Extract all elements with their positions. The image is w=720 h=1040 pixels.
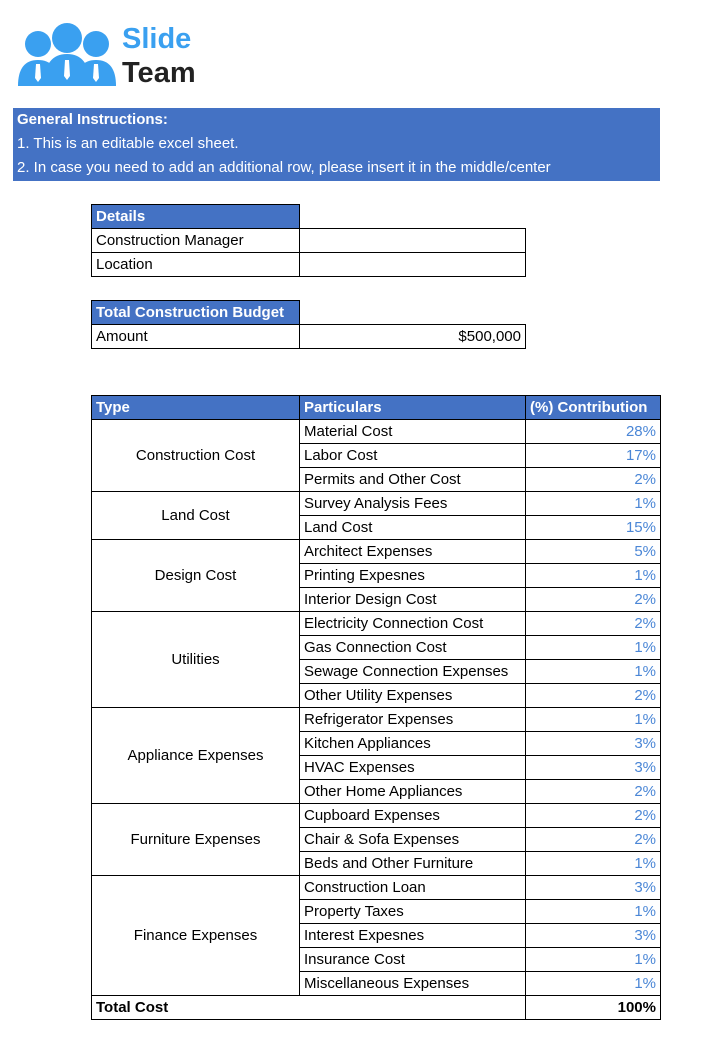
particular-cell[interactable]: Cupboard Expenses: [300, 804, 526, 828]
contribution-cell[interactable]: 1%: [526, 564, 661, 588]
contribution-column-header: (%) Contribution: [526, 396, 661, 420]
contribution-cell[interactable]: 2%: [526, 684, 661, 708]
logo-word-team: Team: [122, 57, 196, 89]
contribution-cell[interactable]: 2%: [526, 588, 661, 612]
particular-cell[interactable]: Property Taxes: [300, 900, 526, 924]
cost-type-cell: Land Cost: [92, 492, 300, 540]
contribution-cell[interactable]: 1%: [526, 900, 661, 924]
budget-table: [91, 300, 526, 349]
particular-cell[interactable]: Material Cost: [300, 420, 526, 444]
contribution-cell[interactable]: 1%: [526, 636, 661, 660]
table-row: [92, 708, 661, 732]
details-header: Details: [92, 205, 300, 229]
particular-cell[interactable]: HVAC Expenses: [300, 756, 526, 780]
type-column-header: Type: [92, 396, 300, 420]
cost-type-cell: Finance Expenses: [92, 876, 300, 996]
contribution-cell[interactable]: 1%: [526, 708, 661, 732]
budget-header: Total Construction Budget: [92, 301, 300, 325]
particular-cell[interactable]: Permits and Other Cost: [300, 468, 526, 492]
particular-cell[interactable]: Insurance Cost: [300, 948, 526, 972]
construction-manager-label: Construction Manager: [92, 229, 300, 253]
table-row: [92, 540, 661, 564]
contribution-cell[interactable]: 3%: [526, 756, 661, 780]
logo-word-slide: Slide: [122, 23, 192, 55]
particular-cell[interactable]: Kitchen Appliances: [300, 732, 526, 756]
table-row: [92, 612, 661, 636]
table-row: [92, 804, 661, 828]
contribution-cell[interactable]: 1%: [526, 492, 661, 516]
cost-type-cell: Furniture Expenses: [92, 804, 300, 876]
contribution-cell[interactable]: 1%: [526, 972, 661, 996]
particular-cell[interactable]: Survey Analysis Fees: [300, 492, 526, 516]
contribution-cell[interactable]: 2%: [526, 612, 661, 636]
particular-cell[interactable]: Refrigerator Expenses: [300, 708, 526, 732]
total-cost-label: Total Cost: [92, 996, 526, 1020]
cost-type-cell: Appliance Expenses: [92, 708, 300, 804]
contribution-cell[interactable]: 3%: [526, 924, 661, 948]
cost-breakdown-table: [91, 395, 661, 1020]
particular-cell[interactable]: Interest Expesnes: [300, 924, 526, 948]
construction-manager-value[interactable]: [300, 229, 526, 253]
particular-cell[interactable]: Interior Design Cost: [300, 588, 526, 612]
instructions-line-1: 1. This is an editable excel sheet.: [17, 135, 239, 152]
particular-cell[interactable]: Labor Cost: [300, 444, 526, 468]
general-instructions: [13, 108, 660, 181]
particular-cell[interactable]: Sewage Connection Expenses: [300, 660, 526, 684]
contribution-cell[interactable]: 1%: [526, 660, 661, 684]
contribution-cell[interactable]: 2%: [526, 828, 661, 852]
logo-wordmark: [122, 22, 196, 90]
particular-cell[interactable]: Miscellaneous Expenses: [300, 972, 526, 996]
cost-type-cell: Utilities: [92, 612, 300, 708]
particular-cell[interactable]: Gas Connection Cost: [300, 636, 526, 660]
particular-cell[interactable]: Chair & Sofa Expenses: [300, 828, 526, 852]
particular-cell[interactable]: Land Cost: [300, 516, 526, 540]
location-label: Location: [92, 253, 300, 277]
contribution-cell[interactable]: 2%: [526, 468, 661, 492]
particular-cell[interactable]: Electricity Connection Cost: [300, 612, 526, 636]
details-table: [91, 204, 526, 277]
particular-cell[interactable]: Architect Expenses: [300, 540, 526, 564]
particular-cell[interactable]: Other Utility Expenses: [300, 684, 526, 708]
contribution-cell[interactable]: 2%: [526, 804, 661, 828]
table-row: [92, 876, 661, 900]
instructions-line-2: 2. In case you need to add an additional row, please insert it in the middle/center: [17, 159, 551, 176]
contribution-cell[interactable]: 2%: [526, 780, 661, 804]
contribution-cell[interactable]: 3%: [526, 732, 661, 756]
contribution-cell[interactable]: 1%: [526, 948, 661, 972]
cost-type-cell: Design Cost: [92, 540, 300, 612]
details-header-blank: [300, 205, 526, 229]
particular-cell[interactable]: Other Home Appliances: [300, 780, 526, 804]
particular-cell[interactable]: Beds and Other Furniture: [300, 852, 526, 876]
cost-type-cell: Construction Cost: [92, 420, 300, 492]
particular-cell[interactable]: Printing Expesnes: [300, 564, 526, 588]
table-row: [92, 492, 661, 516]
instructions-title: General Instructions:: [17, 111, 168, 128]
contribution-cell[interactable]: 3%: [526, 876, 661, 900]
budget-header-blank: [300, 301, 526, 325]
table-row: [92, 420, 661, 444]
particulars-column-header: Particulars: [300, 396, 526, 420]
particular-cell[interactable]: Construction Loan: [300, 876, 526, 900]
amount-label: Amount: [92, 325, 300, 349]
contribution-cell[interactable]: 17%: [526, 444, 661, 468]
contribution-cell[interactable]: 15%: [526, 516, 661, 540]
total-cost-value: 100%: [526, 996, 661, 1020]
amount-value[interactable]: $500,000: [300, 325, 526, 349]
contribution-cell[interactable]: 1%: [526, 852, 661, 876]
location-value[interactable]: [300, 253, 526, 277]
contribution-cell[interactable]: 5%: [526, 540, 661, 564]
contribution-cell[interactable]: 28%: [526, 420, 661, 444]
